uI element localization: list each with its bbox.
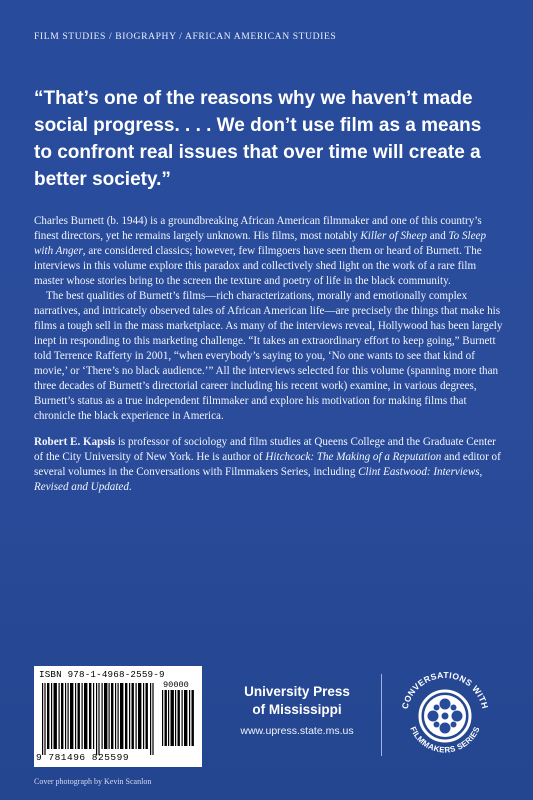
description bbox=[34, 214, 504, 495]
author-bio: Robert E. Kapsis is professor of sociology and film studies at Queens College and the Graduate Center of the City University of New York. He is author of Hitchcock: The Making of a Reputation and editor of several volumes in the Conversations with Filmmakers Series, including Clint Eastwood: Interviews, Revised and Updated. bbox=[34, 436, 501, 493]
divider bbox=[381, 674, 382, 756]
book-title: Clint Eastwood: Interviews, Revised and Updated bbox=[34, 466, 483, 493]
pull-quote: “That’s one of the reasons why we haven’t made social progress. . . . We don’t use film as a means to confront real issues that over time will create a better society.” bbox=[34, 88, 482, 190]
paragraph-1: Charles Burnett (b. 1944) is a groundbreaking African American filmmaker and one of this country’s finest directors, yet he remains largely unknown. His films, most notably Killer of Sheep and To Sleep with Anger, are considered classics; however, few filmgoers have seen them or heard of Burnett. The interviews in this volume explore this paradox and collectively shed light on the work of a rare film master whose stories bring to the screen the texture and poetry of life in the black community. bbox=[34, 215, 487, 287]
film-title: Killer of Sheep bbox=[360, 230, 427, 242]
author-name: Robert E. Kapsis bbox=[34, 436, 116, 448]
category-line: FILM STUDIES / BIOGRAPHY / AFRICAN AMERICAN STUDIES bbox=[34, 31, 337, 42]
book-title: Hitchcock: The Making of a Reputation bbox=[265, 451, 442, 463]
paragraph-2: The best qualities of Burnett’s films—rich characterizations, morally and emotionally complex narratives, and intricately observed tales of African American life—are precisely the things that make his films a tough sell in the mass marketplace. As many of the interviews reveal, Hollywood has been largely inept in responding to this marketing challenge. “It takes an extraordinary effort to keep going,” Burnett told Terrence Rafferty in 2001, “when everybody’s saying to you, ‘No one wants to see that kind of movie,’ or ‘There’s no black audience.’” All the interviews selected for this volume (spanning more than three decades of Burnett’s directorial career including his recent work) examine, in various degrees, Burnett’s status as a true independent filmmaker and explore his motivation for making films that chronicle the black experience in America. bbox=[34, 290, 503, 422]
series-logo-top: CONVERSATIONS WITH bbox=[399, 669, 491, 710]
ean-digits: 9 781496 825599 bbox=[36, 752, 130, 763]
barcode bbox=[34, 666, 202, 767]
film-reel-icon bbox=[393, 664, 497, 768]
price-code: 90000 bbox=[163, 680, 189, 690]
addon-barcode-bars bbox=[162, 690, 196, 746]
ean-barcode-bars bbox=[42, 683, 154, 755]
series-logo-bottom: FILMMAKERS SERIES bbox=[408, 725, 482, 755]
isbn-number: ISBN 978-1-4968-2559-9 bbox=[39, 669, 165, 680]
photo-credit: Cover photograph by Kevin Scanlon bbox=[34, 777, 152, 786]
publisher-url: www.upress.state.ms.us bbox=[240, 725, 354, 737]
film-title: To Sleep with Anger bbox=[34, 230, 487, 257]
publisher-name: University Press of Mississippi bbox=[244, 684, 350, 717]
